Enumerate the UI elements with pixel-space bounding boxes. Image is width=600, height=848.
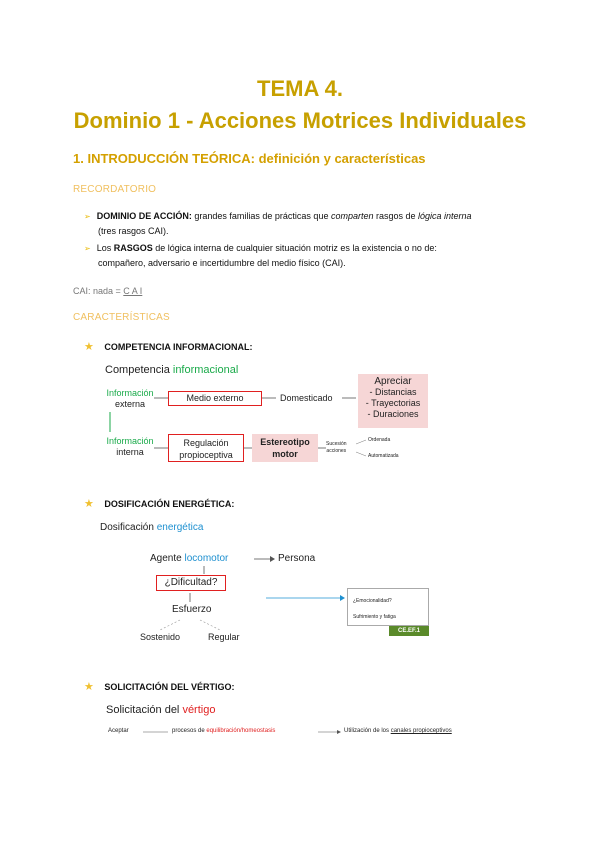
recordatorio-label: RECORDATORIO [73,184,157,195]
arrow-bullet-icon: ➢ [84,244,91,253]
apreciar-item: - Duraciones [367,409,419,419]
info-interna [100,436,160,458]
info-externa-2: externa [114,399,146,409]
info-externa-1: Información [106,388,154,398]
cai-letters: C A I [123,286,143,296]
bullet1-line2: (tres rasgos CAI). [98,226,169,236]
esfuerzo-label: Esfuerzo [172,604,212,615]
agente-a: Agente [150,553,185,564]
caracteristicas-label: CARACTERÍSTICAS [73,312,170,323]
estereotipo-line2: motor [272,449,298,459]
vertigo-diagram-title [106,704,215,716]
competencia-title-a: Competencia [105,364,173,376]
automatizada-label: Automatizada [368,453,399,459]
persona-label: Persona [278,553,316,564]
bullet2-line2: compañero, adversario e incertidumbre del medio físico (CAI). [98,258,346,268]
domesticado-label: Domesticado [280,393,333,403]
bullet2-bold: RASGOS [113,243,153,253]
ordenada-label: Ordenada [368,437,391,443]
star-icon: ★ [84,341,94,353]
utilizacion-b: canales propioceptivos [390,728,452,734]
dosificacion-title-b: energética [156,522,204,533]
bullet1-text-a: grandes familias de prácticas que [191,211,331,221]
dificultad-box: ¿Dificultad? [156,575,226,591]
sostenido-label: Sostenido [140,632,181,642]
section-heading: 1. INTRODUCCIÓN TEÓRICA: definición y características [73,151,426,166]
apreciar-title: Apreciar [374,376,412,387]
info-interna-1: Información [106,436,154,446]
procesos-label [172,728,275,734]
bullet1-bold: DOMINIO DE ACCIÓN: [96,211,192,221]
dosificacion-heading-row [84,494,234,512]
regulacion-line2: propioceptiva [179,450,233,460]
estereotipo-box [252,434,318,462]
competencia-title-b: informacional [172,364,239,376]
sucesion-acciones [326,441,347,455]
dosificacion-heading: DOSIFICACIÓN ENERGÉTICA: [104,499,235,509]
procesos-b: equilibración/homeostasis [206,728,276,734]
regulacion-line1: Regulación [183,438,229,448]
vertigo-title-a: Solicitación del [106,704,183,716]
utilizacion-label [344,728,452,734]
bullet2-a: Los [96,243,114,253]
emocionalidad-box [347,588,429,626]
apreciar-item: - Distancias [369,387,417,397]
arrow-bullet-icon: ➢ [84,212,91,221]
vertigo-heading-row [84,677,235,695]
procesos-a: procesos de [172,728,207,734]
agente-locomotor [150,553,228,564]
estereotipo-line1: Estereotipo [260,437,310,447]
sucesion-line2: acciones [326,448,347,454]
competencia-diagram-title [105,364,238,376]
utilizacion-a: Utilización de los [344,728,391,734]
vertigo-heading: SOLICITACIÓN DEL VÉRTIGO: [104,682,235,692]
apreciar-box [358,374,428,428]
info-interna-2: interna [116,447,144,457]
competencia-heading: COMPETENCIA INFORMACIONAL: [104,342,253,352]
medio-externo-box: Medio externo [168,391,262,406]
dosificacion-title-a: Dosificación [100,522,157,533]
dosificacion-diagram-title [100,522,203,533]
page-subtitle: Dominio 1 - Acciones Motrices Individuales [73,108,527,133]
info-externa [100,388,160,410]
star-icon: ★ [84,681,94,693]
agente-b: locomotor [184,553,229,564]
star-icon: ★ [84,498,94,510]
bullet1-italic-a: comparten [330,211,374,221]
bullet1-text-b: rasgos de [373,211,419,221]
emocionalidad-label: ¿Emocionalidad? [353,598,392,604]
regulacion-box [168,434,244,462]
vertigo-title-b: vértigo [182,704,216,716]
sucesion-line1: Sucesión [326,441,347,447]
sufrimiento-label: Sufrimiento y fatiga [353,614,396,620]
bullet2-b: de lógica interna de cualquier situación motriz es la existencia o no de: [152,243,437,253]
aceptar-label: Aceptar [108,728,129,734]
bullet1-italic-b: lógica interna [418,211,472,221]
apreciar-item: - Trayectorias [365,398,421,408]
page-title: TEMA 4. [257,76,343,101]
ceef-badge: CE.EF.1 [389,626,429,636]
regular-label: Regular [208,632,240,642]
cai-prefix: CAI: nada = [73,286,124,296]
